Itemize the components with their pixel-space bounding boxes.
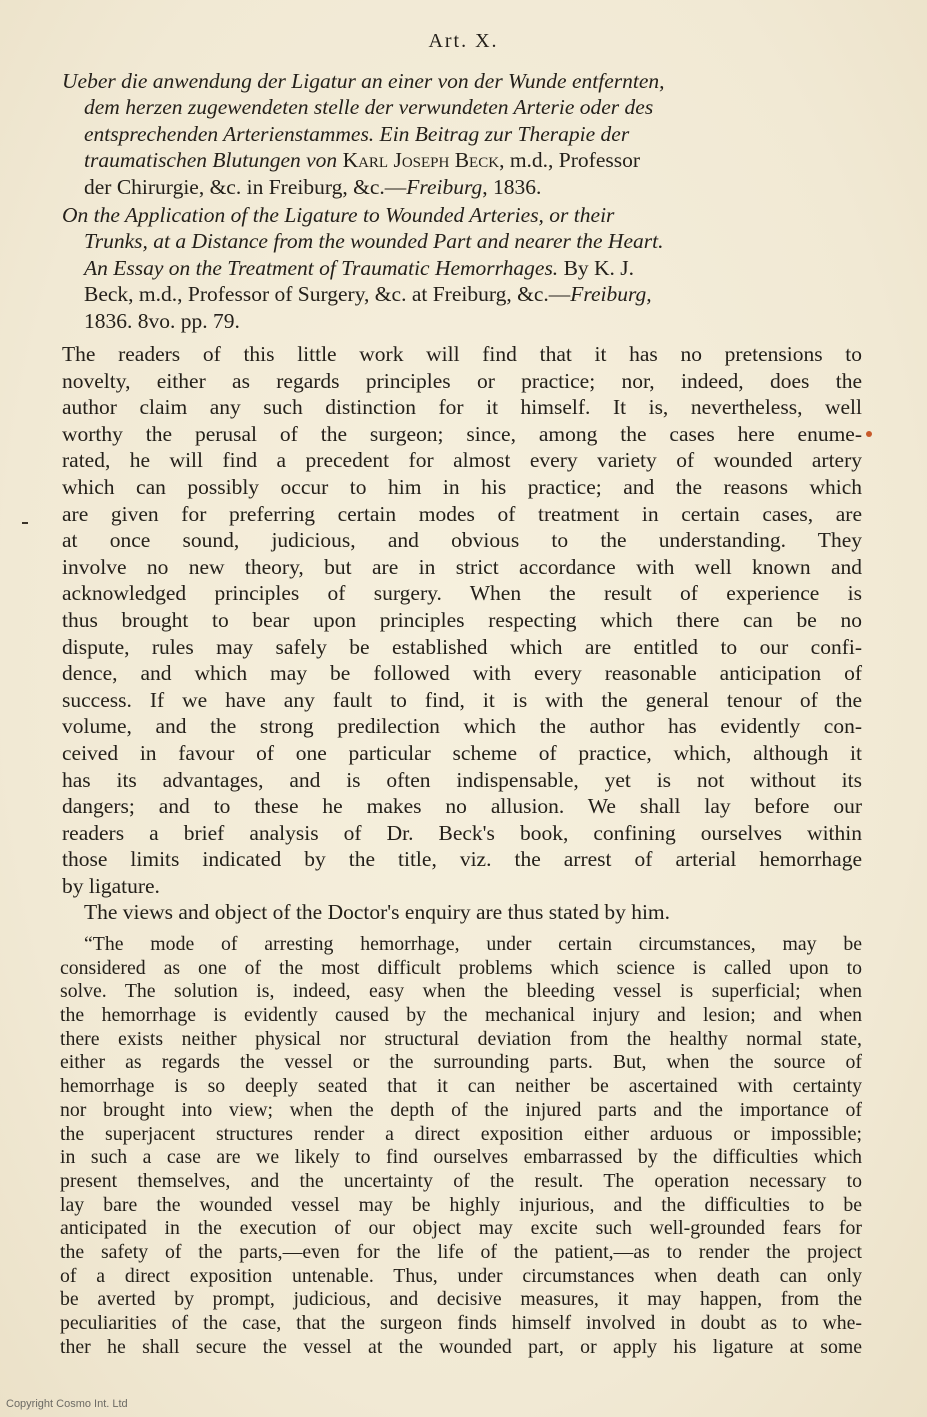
body-line: are given for preferring certain modes of treatment in certain cases, are bbox=[62, 501, 862, 526]
body-line: acknowledged principles of surgery. When the result of experience is bbox=[62, 581, 862, 606]
block-quote bbox=[60, 933, 862, 1359]
body-line: by ligature. bbox=[62, 873, 160, 898]
german-title-line: dem herzen zugewendeten stelle der verwundeten Arterie oder des bbox=[84, 95, 654, 120]
body-line: those limits indicated by the title, viz. the arrest of arterial hemorrhage bbox=[62, 847, 862, 872]
body-line: worthy the perusal of the surgeon; since, among the cases here enume- bbox=[62, 421, 862, 446]
german-title-line: traumatischen Blutungen von Karl Joseph Beck, m.d., Professor bbox=[84, 148, 640, 173]
body-line: rated, he will find a precedent for almost every variety of wounded artery bbox=[62, 448, 862, 473]
quote-line: anticipated in the execution of our object may excite such well-grounded fears for bbox=[60, 1217, 862, 1240]
review-body bbox=[62, 341, 862, 926]
body-line: author claim any such distinction for it himself. It is, nevertheless, well bbox=[62, 395, 862, 420]
quote-line: the superjacent structures render a direct exposition either arduous or impossible; bbox=[60, 1122, 862, 1145]
body-line: The readers of this little work will find that it has no pretensions to bbox=[62, 342, 862, 366]
body-line: involve no new theory, but are in strict accordance with well known and bbox=[62, 554, 862, 579]
english-title-line: On the Application of the Ligature to Wounded Arteries, or their bbox=[62, 203, 615, 227]
quote-line: solve. The solution is, indeed, easy when the bleeding vessel is superficial; when bbox=[60, 980, 862, 1003]
body-line: volume, and the strong predilection which the author has evidently con- bbox=[62, 714, 862, 739]
copyright-watermark: Copyright Cosmo Int. Ltd bbox=[6, 1398, 128, 1410]
quote-line: considered as one of the most difficult problems which science is called upon to bbox=[60, 956, 862, 979]
quote-line: in such a case are we likely to find ourselves embarrassed by the difficulties which bbox=[60, 1146, 862, 1169]
english-title-line: An Essay on the Treatment of Traumatic Hemorrhages. By K. J. bbox=[84, 255, 635, 280]
quote-line: hemorrhage is so deeply seated that it can neither be ascertained with certainty bbox=[60, 1075, 862, 1098]
german-title-line: entsprechenden Arterienstammes. Ein Beitrag zur Therapie der bbox=[84, 121, 630, 146]
margin-mark bbox=[22, 522, 28, 524]
body-line: dangers; and to these he makes no allusion. We shall lay before our bbox=[62, 794, 862, 819]
quote-line: be averted by prompt, judicious, and decisive measures, it may happen, from the bbox=[60, 1288, 862, 1311]
ink-spot bbox=[866, 431, 872, 437]
body-line: which can possibly occur to him in his practice; and the reasons which bbox=[62, 474, 862, 499]
quote-line: present themselves, and the uncertainty of the result. The operation necessary to bbox=[60, 1169, 862, 1192]
quote-line: lay bare the wounded vessel may be highly injurious, and the difficulties to be bbox=[60, 1193, 862, 1216]
body-line: dispute, rules may safely be established which are entitled to our confi- bbox=[62, 634, 862, 659]
english-title-line: Beck, m.d., Professor of Surgery, &c. at Freiburg, &c.—Freiburg, bbox=[84, 282, 652, 307]
article-heading: Art. X. bbox=[428, 30, 499, 52]
quote-line: the safety of the parts,—even for the life of the patient,—as to render the project bbox=[60, 1240, 862, 1263]
quote-line: “The mode of arresting hemorrhage, under certain circumstances, may be bbox=[84, 933, 862, 955]
author-name: Karl Joseph Beck bbox=[342, 148, 500, 173]
english-title-line: Trunks, at a Distance from the wounded Part and nearer the Heart. bbox=[84, 229, 664, 254]
body-line: has its advantages, and is often indispensable, yet is not without its bbox=[62, 767, 862, 792]
body-line: dence, and which may be followed with every reasonable anticipation of bbox=[62, 661, 862, 686]
english-title-line: 1836. 8vo. pp. 79. bbox=[84, 308, 240, 333]
quote-line: peculiarities of the case, that the surgeon finds himself involved in doubt as to whe- bbox=[60, 1312, 862, 1334]
body-line: at once sound, judicious, and obvious to the understanding. They bbox=[62, 528, 862, 553]
english-title bbox=[62, 202, 868, 334]
quote-line: nor brought into view; when the depth of the injured parts and the importance of bbox=[60, 1098, 862, 1121]
german-title-line: Ueber die anwendung der Ligatur an einer von der Wunde entfernten, bbox=[62, 69, 665, 93]
body-line: success. If we have any fault to find, it is with the general tenour of the bbox=[62, 687, 862, 712]
body-line: thus brought to bear upon principles respecting which there can be no bbox=[62, 607, 862, 632]
german-title-line: der Chirurgie, &c. in Freiburg, &c.—Freiburg, 1836. bbox=[84, 174, 542, 199]
quote-line: either as regards the vessel or the surrounding parts. But, when the source of bbox=[60, 1051, 862, 1074]
quote-line: the hemorrhage is evidently caused by the mechanical injury and lesion; and when bbox=[60, 1004, 862, 1027]
quote-line: ther he shall secure the vessel at the wounded part, or apply his ligature at some bbox=[60, 1335, 862, 1358]
quote-line: of a direct exposition untenable. Thus, under circumstances when death can only bbox=[60, 1264, 862, 1287]
quote-line: there exists neither physical nor structural deviation from the healthy normal state, bbox=[60, 1027, 862, 1050]
german-title bbox=[62, 68, 868, 200]
body-line: novelty, either as regards principles or practice; nor, indeed, does the bbox=[62, 368, 862, 393]
body-line: The views and object of the Doctor's enquiry are thus stated by him. bbox=[84, 900, 671, 925]
body-line: readers a brief analysis of Dr. Beck's book, confining ourselves within bbox=[62, 820, 862, 845]
body-line: ceived in favour of one particular scheme of practice, which, although it bbox=[62, 740, 862, 765]
